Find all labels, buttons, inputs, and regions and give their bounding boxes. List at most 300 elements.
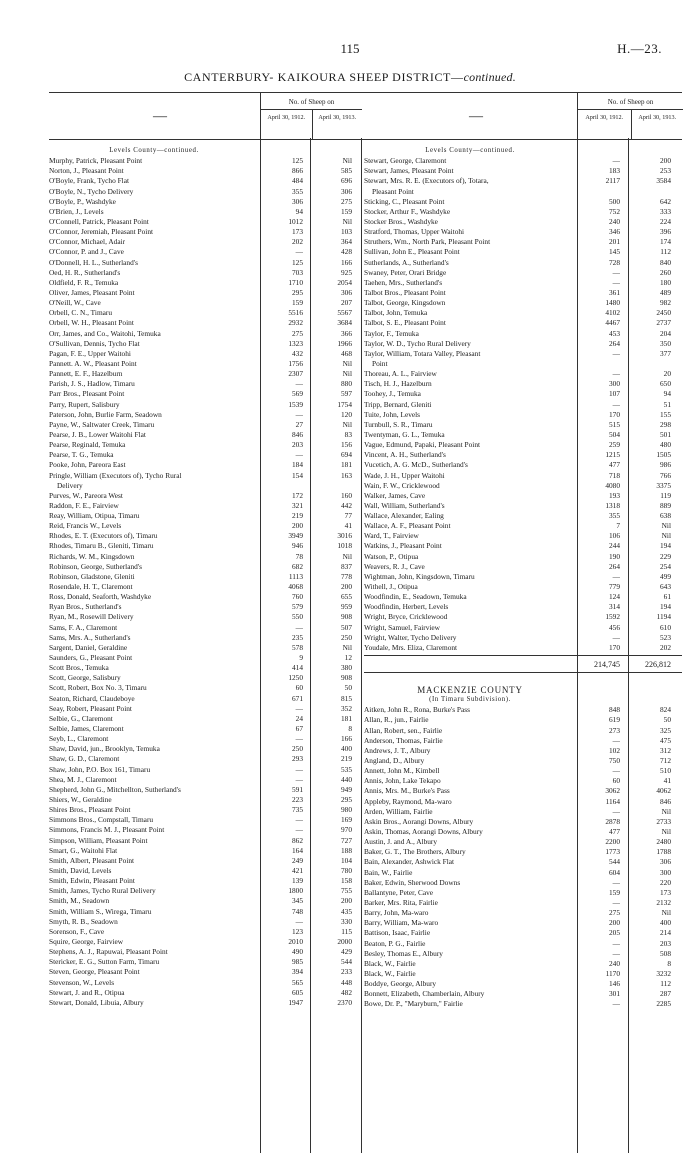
table-row (49, 592, 361, 602)
sheep-1913: 155 (659, 409, 671, 419)
sheep-1912: — (295, 815, 303, 825)
table-row (364, 237, 682, 247)
table-row (364, 582, 682, 592)
owner-name: O'Brien, J., Levels (49, 206, 104, 216)
table-row (364, 949, 682, 959)
sheep-1913: 103 (340, 227, 352, 237)
owner-name: Toohey, J., Temuka (364, 389, 421, 399)
sheep-1912: 1539 (288, 399, 303, 409)
table-row (49, 724, 361, 734)
sheep-1912: 4068 (288, 582, 303, 592)
sheep-1912: 1113 (288, 571, 303, 581)
sheep-1912: 259 (608, 440, 620, 450)
owner-name: Smith, M., Seadown (49, 896, 110, 906)
table-row (49, 511, 361, 521)
owner-name: Annett, John M., Kimbell (364, 766, 440, 776)
sheep-1912: 173 (291, 227, 303, 237)
owner-name: Stocker, Arthur F., Washdyke (364, 206, 451, 216)
owner-name: Oldfield, F. R., Temuka (49, 277, 119, 287)
sheep-1913: Nil (661, 806, 671, 816)
table-row (364, 247, 682, 257)
sheep-1913: 253 (659, 166, 671, 176)
table-row (49, 957, 361, 967)
sheep-1912: 735 (291, 805, 303, 815)
table-row (364, 592, 682, 602)
table-row (364, 501, 682, 511)
table-row (364, 511, 682, 521)
table-row (364, 278, 682, 288)
owner-name: Steven, George, Pleasant Point (49, 967, 140, 977)
sheep-group-title: No. of Sheep on (261, 95, 362, 110)
table-row (49, 572, 361, 582)
sheep-1913: 204 (659, 328, 671, 338)
owner-name: Black, W., Fairlie (364, 958, 416, 968)
owner-name: Pannett. A. W., Pleasant Point (49, 358, 137, 368)
sheep-1913: 4062 (656, 786, 671, 796)
sheep-1913: 194 (659, 541, 671, 551)
owner-name: Wade, J. H., Upper Waitohi (364, 470, 445, 480)
sheep-1913: Nil (342, 551, 352, 561)
sheep-1912: — (295, 764, 303, 774)
owner-name: Stephens, A. J., Rapuwai, Pleasant Point (49, 947, 168, 957)
owner-name: Payne, W., Saltwater Creek, Timaru (49, 419, 155, 429)
owner-name: Shea, M. J., Claremont (49, 774, 117, 784)
table-row (49, 623, 361, 633)
owner-name: Baker, G. T., The Brothers, Albury (364, 847, 466, 857)
sheep-1913: 224 (659, 216, 671, 226)
sheep-1912: 159 (291, 298, 303, 308)
owner-name: Pearse, Reginald, Temuka (49, 440, 126, 450)
table-row (49, 430, 361, 440)
owner-name: Askin Bros., Aorangi Downs, Albury (364, 816, 474, 826)
table-row (364, 979, 682, 989)
owner-name: Stewart, Mrs. R. E. (Executors of), Totara, (364, 176, 489, 186)
owner-name: Anderson, Thomas, Fairlie (364, 735, 443, 745)
table-row (364, 258, 682, 268)
sheep-1913: 83 (344, 429, 352, 439)
sheep-1912: — (612, 806, 620, 816)
sheep-1912: 3949 (288, 531, 303, 541)
owner-name: Talbot, S. E., Pleasant Point (364, 318, 446, 328)
table-row (364, 736, 682, 746)
owner-name: Orbell, C. N., Timaru (49, 308, 113, 318)
sheep-1912: 2117 (605, 176, 620, 186)
sheep-1913: 181 (340, 460, 352, 470)
table-row (364, 888, 682, 898)
sheep-1913: 260 (659, 267, 671, 277)
owner-name: Reay, William, Otipua, Timaru (49, 511, 140, 521)
right-column-header (361, 92, 682, 140)
sheep-1913: 226,812 (645, 660, 671, 670)
sheep-1913: 696 (340, 176, 352, 186)
sheep-1913: 188 (340, 845, 352, 855)
sheep-1912: — (295, 825, 303, 835)
table-row (49, 765, 361, 775)
sheep-1912: 200 (291, 521, 303, 531)
sheep-1913: 312 (659, 745, 671, 755)
table-row (49, 582, 361, 592)
sheep-1913: Nil (342, 358, 352, 368)
sheep-1913: 112 (660, 247, 671, 257)
sheep-1913: 61 (663, 592, 671, 602)
owner-name: Bowe, Dr. P., "Maryburn," Fairlie (364, 999, 463, 1009)
owner-name: Levels County—continued. (425, 147, 515, 154)
sheep-1912: 750 (608, 756, 620, 766)
table-row (49, 643, 361, 653)
owner-name: Sams, Mrs. A., Sutherland's (49, 632, 131, 642)
table-row (49, 471, 361, 481)
sheep-1913: 350 (659, 338, 671, 348)
owner-name: Barry, William, Ma-waro (364, 918, 439, 928)
sheep-1912: — (612, 766, 620, 776)
sheep-1913: 352 (340, 703, 352, 713)
sheep-1912: 145 (608, 247, 620, 257)
owner-name: Turnbull, S. R., Timaru (364, 419, 433, 429)
sheep-1912: 67 (295, 724, 303, 734)
sheep-1913: 889 (659, 500, 671, 510)
sheep-1912: 866 (291, 166, 303, 176)
sheep-1912: 550 (291, 612, 303, 622)
sheep-1912: 504 (608, 429, 620, 439)
table-row (364, 847, 682, 857)
owner-name: Taylor, F., Temuka (364, 328, 419, 338)
table-row (364, 329, 682, 339)
owner-name: Robinson, George, Sutherland's (49, 561, 142, 571)
owner-name: Annis, John, Lake Tekapo (364, 776, 441, 786)
owner-name: Wain, F. W., Cricklewood (364, 480, 440, 490)
sheep-1913: 396 (659, 227, 671, 237)
owner-name: Andrews, J. T., Albury (364, 745, 431, 755)
owner-name: Ryan, M., Rosewill Delivery (49, 612, 134, 622)
owner-name: Seay, Robert, Pleasant Point (49, 703, 132, 713)
table-row (364, 602, 682, 612)
column-rule (361, 138, 362, 1153)
owner-name: Watson, P., Otipua (364, 551, 419, 561)
sheep-1913: 837 (340, 561, 352, 571)
sheep-1912: 293 (291, 754, 303, 764)
sheep-1912: 7 (616, 521, 620, 531)
owner-name: Reid, Francis W., Levels (49, 521, 122, 531)
owner-name: Simmons Bros., Compstall, Timaru (49, 815, 154, 825)
owner-name: Bain, Alexander, Ashwick Flat (364, 857, 455, 867)
table-row (49, 988, 361, 998)
sheep-1912: — (612, 897, 620, 907)
sheep-1912: 421 (291, 865, 303, 875)
sheep-1913: 112 (660, 979, 671, 989)
owner-name: Wright, Bryce, Cricklewood (364, 612, 448, 622)
sheep-1912: 500 (608, 196, 620, 206)
table-row (364, 837, 682, 847)
owner-name: Seaton, Richard, Claudeboye (49, 693, 135, 703)
owner-name: Delivery (57, 480, 83, 490)
sheep-1912: 184 (291, 460, 303, 470)
table-row (49, 785, 361, 795)
table-row (49, 673, 361, 683)
left-column-header (49, 92, 361, 140)
owner-name: Stewart, Donald, Libuia, Albury (49, 997, 144, 1007)
table-row (49, 450, 361, 460)
owner-name: Angland, D., Albury (364, 756, 425, 766)
page-title (0, 70, 700, 85)
table-row (49, 694, 361, 704)
sheep-1912: 394 (291, 967, 303, 977)
sheep-1912: 275 (608, 908, 620, 918)
owner-name: Shaw, John, P.O. Box 161, Timaru (49, 764, 151, 774)
sheep-1913: 77 (344, 511, 352, 521)
table-row (364, 450, 682, 460)
table-row (49, 775, 361, 785)
table-row (364, 166, 682, 176)
sheep-1912: 139 (291, 876, 303, 886)
sheep-1913: 949 (340, 784, 352, 794)
sheep-1912: — (612, 999, 620, 1009)
sheep-1913: 181 (340, 713, 352, 723)
sheep-1912: 848 (608, 705, 620, 715)
owner-name: Simpson, William, Pleasant Point (49, 835, 148, 845)
owner-name: Smith, David, Levels (49, 865, 112, 875)
document-code: H.—23. (617, 41, 662, 56)
year-1913-header: April 30, 1913. (312, 110, 363, 139)
sheep-1913: 766 (659, 470, 671, 480)
table-row (49, 836, 361, 846)
owner-name: Arden, William, Fairlie (364, 806, 433, 816)
sheep-1913: 8 (667, 958, 671, 968)
owner-name: Scott Bros., Temuka (49, 663, 109, 673)
sheep-1912: — (612, 277, 620, 287)
table-row (364, 857, 682, 867)
sheep-1913: 1966 (337, 338, 352, 348)
owner-name: Beaton, P. G., Fairlie (364, 938, 426, 948)
table-row (49, 927, 361, 937)
sheep-1912: 345 (291, 896, 303, 906)
sheep-1913: 275 (340, 196, 352, 206)
sheep-1913: 1754 (337, 399, 352, 409)
sheep-1913: 200 (340, 896, 352, 906)
sheep-1913: 435 (340, 906, 352, 916)
sheep-1913: 1018 (337, 541, 352, 551)
table-row (364, 400, 682, 410)
table-row (49, 978, 361, 988)
sheep-1912: 27 (295, 419, 303, 429)
sheep-1912: 202 (291, 237, 303, 247)
sheep-1912: 190 (608, 551, 620, 561)
owner-name: Pearse, J. B., Lower Waitohi Flat (49, 429, 146, 439)
sheep-1912: 3062 (605, 786, 620, 796)
sheep-1913: 986 (659, 460, 671, 470)
table-row (364, 868, 682, 878)
sheep-1913: 306 (659, 857, 671, 867)
table-row (49, 541, 361, 551)
sheep-1913: 507 (340, 622, 352, 632)
owner-name: O'Connor, Jeremiah, Pleasant Point (49, 227, 154, 237)
spacer (364, 677, 682, 685)
sheep-1913: 1194 (656, 612, 671, 622)
owner-name: Watkins, J., Pleasant Point (364, 541, 442, 551)
owner-name: Struthers, Wm., North Park, Pleasant Point (364, 237, 491, 247)
sheep-1912: 154 (291, 470, 303, 480)
table-row (49, 937, 361, 947)
sheep-1913: 325 (659, 725, 671, 735)
sheep-1913: 880 (340, 379, 352, 389)
sheep-1912: 671 (291, 693, 303, 703)
table-row (364, 959, 682, 969)
owner-name: Rhodes, Timaru B., Gleniti, Timaru (49, 541, 154, 551)
sheep-1912: 244 (608, 541, 620, 551)
table-row (364, 562, 682, 572)
sheep-1912: 515 (608, 419, 620, 429)
sheep-1913: 94 (663, 389, 671, 399)
table-row (49, 308, 361, 318)
owner-name: Selbie, G., Claremont (49, 713, 113, 723)
sheep-1912: 102 (608, 745, 620, 755)
sheep-1912: 346 (608, 227, 620, 237)
sheep-count-header (260, 93, 362, 139)
table-row (364, 156, 682, 166)
table-row (49, 156, 361, 166)
sheep-1913: 163 (340, 470, 352, 480)
table-row (364, 776, 682, 786)
table-row (49, 754, 361, 764)
table-row (364, 928, 682, 938)
owner-name: Robinson, Gladstone, Gleniti (49, 571, 135, 581)
owner-name: Scott, Robert, Box No. 3, Timaru (49, 683, 147, 693)
sheep-1912: — (612, 938, 620, 948)
table-row (364, 827, 682, 837)
sheep-1913: 51 (663, 399, 671, 409)
sheep-1913: 2450 (656, 308, 671, 318)
table-row (49, 379, 361, 389)
title-continued: continued. (463, 70, 516, 84)
sheep-1913: 220 (659, 877, 671, 887)
sheep-1912: 124 (608, 592, 620, 602)
sheep-1913: 959 (340, 602, 352, 612)
table-row (49, 278, 361, 288)
sheep-1913: 535 (340, 764, 352, 774)
owner-name: Shaw, David, jun., Brooklyn, Temuka (49, 744, 160, 754)
table-row (364, 339, 682, 349)
sheep-1913: 214 (659, 928, 671, 938)
table-row (49, 744, 361, 754)
sheep-1912: 264 (608, 561, 620, 571)
sheep-1913: 156 (340, 440, 352, 450)
sheep-1912: 170 (608, 642, 620, 652)
table-row (364, 756, 682, 766)
table-row (364, 491, 682, 501)
table-row (364, 349, 682, 359)
sheep-1913: 908 (340, 673, 352, 683)
sheep-1912: 240 (608, 216, 620, 226)
owner-name: Pagan, F. E., Upper Waitohi (49, 348, 131, 358)
sheep-1912: — (612, 369, 620, 379)
owner-name: Bonnett, Elizabeth, Chamberlain, Albury (364, 989, 485, 999)
table-row (49, 481, 361, 491)
sheep-1912: — (295, 247, 303, 257)
table-row (364, 989, 682, 999)
sheep-1912: 1710 (288, 277, 303, 287)
table-row (49, 856, 361, 866)
sheep-1912: 5516 (288, 308, 303, 318)
sheep-1913: 3684 (337, 318, 352, 328)
sheep-1912: 414 (291, 663, 303, 673)
table-row (364, 541, 682, 551)
owner-name: Taylor, William, Totara Valley, Pleasant (364, 348, 481, 358)
sheep-1913: 440 (340, 774, 352, 784)
sheep-1912: 301 (608, 989, 620, 999)
owner-name: Pooke, John, Pareora East (49, 460, 126, 470)
owner-name: Simmons, Francis M. J., Pleasant Point (49, 825, 165, 835)
table-row (364, 939, 682, 949)
sheep-1912: 1480 (605, 298, 620, 308)
sheep-1913: 610 (659, 622, 671, 632)
sheep-1912: 314 (608, 602, 620, 612)
table-row (364, 460, 682, 470)
sheep-1913: 489 (659, 287, 671, 297)
owner-name: Wallace, Alexander, Ealing (364, 511, 444, 521)
sheep-1912: 1756 (288, 358, 303, 368)
sheep-1913: 2000 (337, 936, 352, 946)
owner-name: Wall, William, Sutherland's (364, 500, 445, 510)
sheep-1912: 1592 (605, 612, 620, 622)
sheep-1913: 2737 (656, 318, 671, 328)
owner-name: Rhodes, E. T. (Executors of), Timaru (49, 531, 158, 541)
owner-name: Smith, Albert, Pleasant Point (49, 855, 135, 865)
sheep-1912: — (612, 948, 620, 958)
sheep-1913: 333 (659, 206, 671, 216)
sheep-1913: 727 (340, 835, 352, 845)
table-row (49, 521, 361, 531)
table-row (364, 187, 682, 197)
sheep-1912: 748 (291, 906, 303, 916)
table-row (364, 268, 682, 278)
owner-name: Smith, William S., Wirega, Timaru (49, 906, 152, 916)
owner-name: Wallace, A. F., Pleasant Point (364, 521, 451, 531)
owner-name: Walker, James, Cave (364, 490, 426, 500)
sheep-1912: 2307 (288, 369, 303, 379)
sheep-1913: 159 (340, 206, 352, 216)
table-row (364, 999, 682, 1009)
sheep-1913: 442 (340, 500, 352, 510)
sheep-1912: — (295, 734, 303, 744)
left-column (49, 146, 361, 1008)
page-number: 115 (340, 41, 360, 56)
table-row (49, 734, 361, 744)
sheep-1913: 173 (659, 887, 671, 897)
sheep-1913: 2054 (337, 277, 352, 287)
table-row (49, 815, 361, 825)
owner-name: Parry, Rupert, Salisbury (49, 399, 120, 409)
table-row (49, 907, 361, 917)
owner-name: Wright, Walter, Tycho Delivery (364, 632, 457, 642)
sheep-1912: 164 (291, 845, 303, 855)
owner-name: Oed, H. R., Sutherland's (49, 267, 121, 277)
owner-name: Weavers, R. J., Cave (364, 561, 425, 571)
owner-name: Appleby, Raymond, Ma-waro (364, 796, 452, 806)
table-row (49, 268, 361, 278)
owner-name: Rosendale, H. T., Claremont (49, 582, 133, 592)
table-row (49, 339, 361, 349)
owner-name: Sticking, C., Pleasant Point (364, 196, 445, 206)
owner-name: Ward, T., Fairview (364, 531, 419, 541)
sheep-1913: 482 (340, 987, 352, 997)
sheep-1912: — (295, 409, 303, 419)
table-row (364, 227, 682, 237)
sheep-1912: 703 (291, 267, 303, 277)
table-row (364, 389, 682, 399)
owner-name: Sorenson, F., Cave (49, 926, 105, 936)
table-row (364, 420, 682, 430)
sheep-1912: — (295, 916, 303, 926)
sheep-1913: 366 (340, 328, 352, 338)
